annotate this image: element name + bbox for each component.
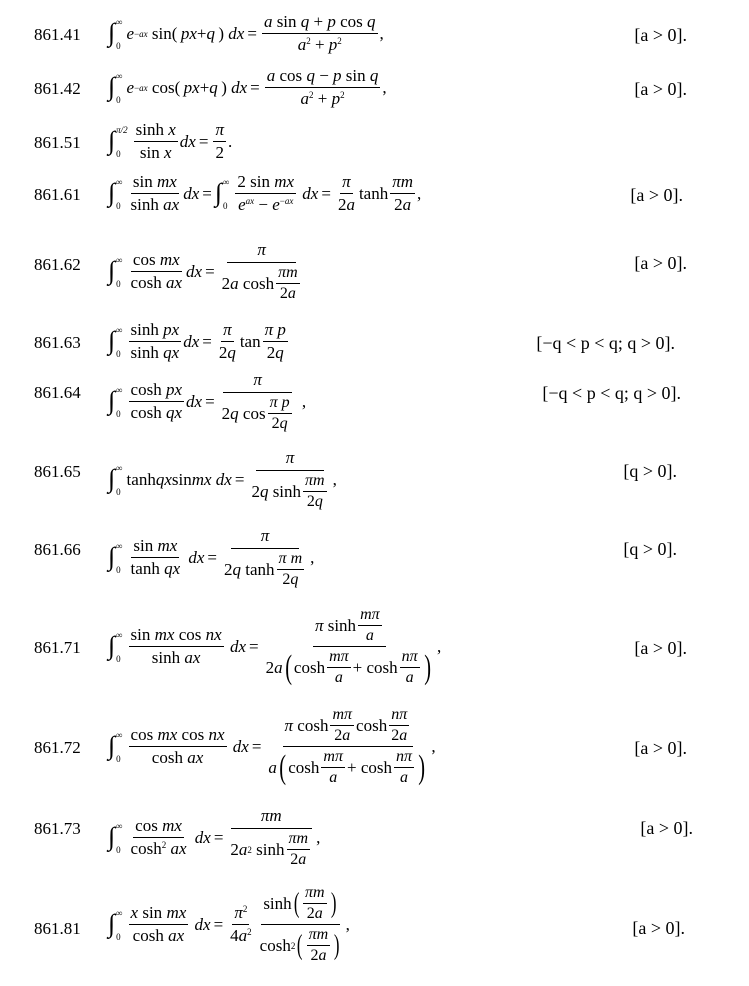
formula-expression: ∫ ∞ 0 $\frac{\text{cos mx cos nx}}{\text{cosh ax}}$ dx = π cosh $\frac{m\pi}{2a}$ cosh $\frac{n\pi}{2a}$ a ( cosh $\frac{m\pi}{a}$ + cosh $\frac{n\pi}{a}$ ) ,: [108, 706, 436, 786]
formula-row: [0, 172, 749, 220]
formula-condition: [a > 0].: [634, 253, 687, 273]
formula-row: [0, 882, 749, 982]
formula-number: 861.42: [34, 79, 81, 98]
formula-row: [0, 606, 749, 702]
formula-condition: [q > 0].: [623, 461, 677, 481]
formula-condition: [a > 0].: [640, 818, 693, 838]
formula-expression: ∫ ∞ 0 $\frac{\text{cos mx}}{\cosh^2 ax}$ dx = πm 2 a 2 sinh $\frac{\pi m}{2a}$ ,: [108, 806, 321, 868]
formula-number: 861.66: [34, 540, 81, 559]
formula-condition: [q > 0].: [623, 539, 677, 559]
formula-expression: ∫ ∞ 0 e −ax cos( px + q ) dx = $\frac{\text{a cos q − p sin q}}{a^2 + p^2}$ ,: [108, 66, 387, 108]
formula-expression: ∫ ∞ 0 $\frac{\text{sin mx cos nx}}{\text{sinh ax}}$ dx = π sinh $\frac{m\pi}{a}$ 2 a ( cosh $\frac{m\pi}{a}$ + cosh $\frac{n\pi}{a}$ ) ,: [108, 606, 442, 686]
formula-number: 861.41: [34, 25, 81, 44]
formula-row: [0, 706, 749, 802]
formula-number: 861.65: [34, 462, 81, 481]
formula-number: 861.64: [34, 383, 81, 402]
formula-row: [0, 448, 749, 524]
formula-expression: ∫ ∞ 0 $\frac{\text{cosh px}}{\text{cosh qx}}$ dx = π 2 q cos $\frac{\text{π p}}{2q}$ ,: [108, 370, 307, 432]
formula-number: 861.71: [34, 638, 81, 657]
formula-expression: ∫ ∞ 0 $\frac{\text{sin mx}}{\text{sinh ax}}$ dx = ∫ ∞ 0 $\frac{\text{2 sin mx}}{e^{ax} - e^{-ax}}$ dx = $\frac{\pi}{2a}$ tanh $\frac{\pi m}{2a}$ ,: [108, 172, 422, 214]
formula-condition: [a > 0].: [632, 918, 685, 938]
formula-row: [0, 12, 749, 60]
formula-number: 861.72: [34, 738, 81, 757]
formula-condition: [−q < p < q; q > 0].: [536, 333, 675, 353]
formula-number: 861.62: [34, 255, 81, 274]
formula-row: [0, 120, 749, 168]
formula-expression: ∫ ∞ 0 e −ax sin( px + q ) dx = $\frac{\text{a sin q + p cos q}}{a^2 + p^2}$ ,: [108, 12, 384, 54]
formula-number: 861.73: [34, 819, 81, 838]
formula-row: [0, 66, 749, 114]
formula-expression: ∫ ∞ 0 $\frac{\text{sinh px}}{\text{sinh qx}}$ dx = $\frac{\pi}{2q}$ tan $\frac{\text{π p}}{2q}$: [108, 320, 286, 362]
formula-condition: [a > 0].: [634, 738, 687, 758]
formula-condition: [a > 0].: [634, 25, 687, 45]
formula-condition: [a > 0].: [630, 185, 683, 205]
formula-expression: ∫ ∞ 0 $\frac{\text{x sin mx}}{\text{cosh ax}}$ dx = $\frac{\pi^2}{4a^2}$ sinh ( $\frac{\pi m}{2a}$ ) cosh 2 ( $\frac{\pi m}{2a}$ ) ,: [108, 884, 350, 964]
formula-row: [0, 320, 749, 368]
formula-number: 861.81: [34, 919, 81, 938]
formula-expression: ∫ ∞ 0 $\frac{\text{sin mx}}{\text{tanh qx}}$ dx = π 2 q tanh $\frac{\text{π m}}{2q}$ ,: [108, 526, 315, 588]
formula-condition: [−q < p < q; q > 0].: [542, 383, 681, 403]
formula-row: [0, 240, 749, 316]
formula-row: [0, 806, 749, 878]
formula-row: [0, 526, 749, 602]
formula-number: 861.63: [34, 333, 81, 352]
formula-expression: ∫ π/2 0 $\frac{\text{sinh x}}{\text{sin x}}$ dx = $\frac{\pi}{2}$ .: [108, 120, 233, 162]
formula-number: 861.51: [34, 133, 81, 152]
formula-number: 861.61: [34, 185, 81, 204]
formula-expression: ∫ ∞ 0 $\frac{\text{cos mx}}{\text{cosh ax}}$ dx = π 2 a cosh $\frac{\pi m}{2a}$: [108, 240, 298, 302]
formula-condition: [a > 0].: [634, 638, 687, 658]
formula-condition: [a > 0].: [634, 79, 687, 99]
formula-row: [0, 370, 749, 446]
formula-expression: ∫ ∞ 0 tanh qx sin mx dx = π 2 q sinh $\frac{\pi m}{2q}$ ,: [108, 448, 337, 510]
